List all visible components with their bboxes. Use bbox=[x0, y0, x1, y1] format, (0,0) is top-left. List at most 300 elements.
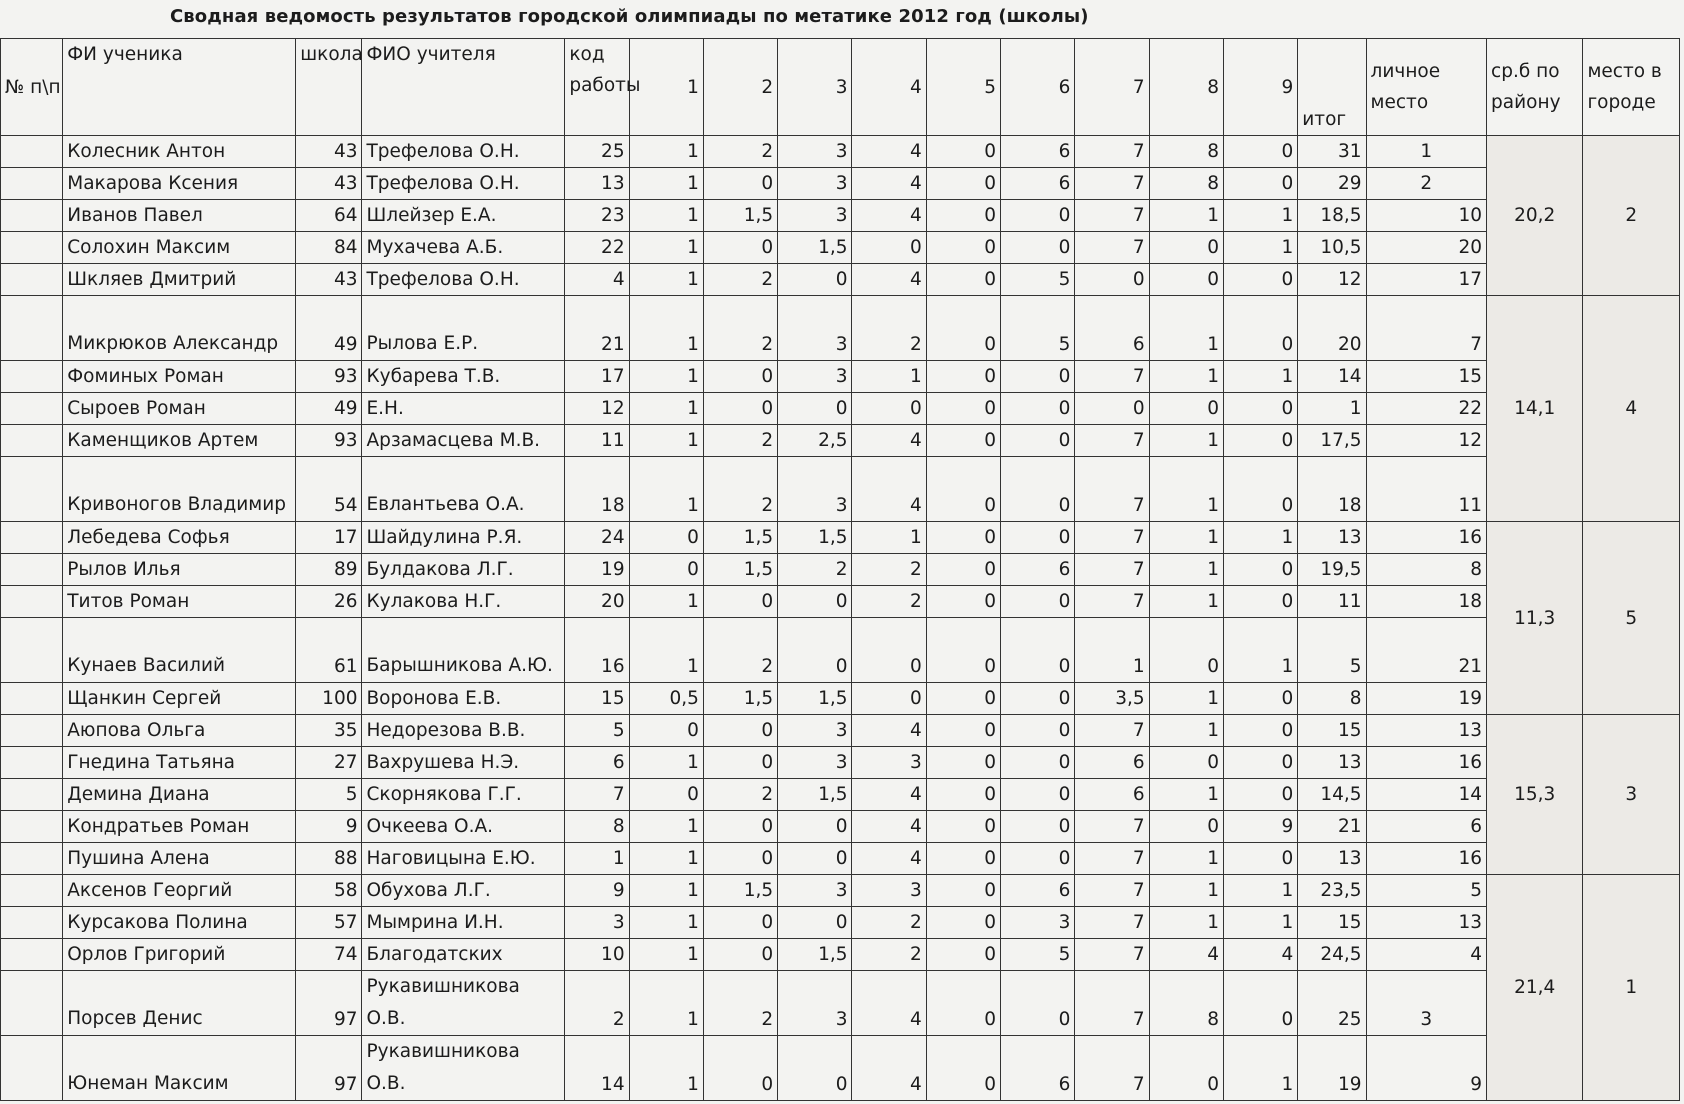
table-row bbox=[1, 715, 1680, 747]
city-place-cell: 5 bbox=[1583, 522, 1680, 715]
total-cell: 14,5 bbox=[1298, 779, 1366, 811]
work-code-cell: 12 bbox=[565, 393, 629, 425]
task-score-cell: 0 bbox=[926, 811, 1000, 843]
total-cell: 23,5 bbox=[1298, 875, 1366, 907]
task-score-cell: 0 bbox=[1149, 232, 1223, 264]
task-score-cell: 1 bbox=[629, 1036, 703, 1101]
task-score-cell: 0 bbox=[703, 232, 777, 264]
row-number-cell bbox=[1, 393, 63, 425]
total-cell: 29 bbox=[1298, 168, 1366, 200]
table-row bbox=[1, 457, 1680, 522]
row-number-cell bbox=[1, 522, 63, 554]
task-score-cell: 4 bbox=[852, 136, 926, 168]
task-score-cell: 0 bbox=[1075, 393, 1149, 425]
school-cell: 93 bbox=[296, 425, 362, 457]
work-code-cell: 23 bbox=[565, 200, 629, 232]
task-score-cell: 1 bbox=[1149, 522, 1223, 554]
task-score-cell: 0 bbox=[926, 200, 1000, 232]
task-score-cell: 6 bbox=[1001, 554, 1075, 586]
student-name-cell: Кривоногов Владимир bbox=[63, 457, 296, 522]
task-score-cell: 7 bbox=[1075, 425, 1149, 457]
total-cell: 25 bbox=[1298, 971, 1366, 1036]
school-cell: 57 bbox=[296, 907, 362, 939]
task-score-cell: 6 bbox=[1075, 779, 1149, 811]
work-code-cell: 16 bbox=[565, 618, 629, 683]
task-score-cell: 0 bbox=[778, 393, 852, 425]
header-task: 9 bbox=[1223, 39, 1297, 136]
header-place: личное место bbox=[1366, 39, 1487, 136]
work-code-cell: 5 bbox=[565, 715, 629, 747]
task-score-cell: 0 bbox=[1001, 779, 1075, 811]
task-score-cell: 0 bbox=[703, 168, 777, 200]
work-code-cell: 4 bbox=[565, 264, 629, 296]
table-row bbox=[1, 939, 1680, 971]
personal-place-cell: 19 bbox=[1366, 683, 1487, 715]
personal-place-cell: 10 bbox=[1366, 200, 1487, 232]
teacher-cell: Вахрушева Н.Э. bbox=[362, 747, 565, 779]
task-score-cell: 5 bbox=[1001, 264, 1075, 296]
teacher-cell: Благодатских bbox=[362, 939, 565, 971]
total-cell: 5 bbox=[1298, 618, 1366, 683]
task-score-cell: 2,5 bbox=[778, 425, 852, 457]
task-score-cell: 0 bbox=[1075, 264, 1149, 296]
teacher-cell: Шлейзер Е.А. bbox=[362, 200, 565, 232]
work-code-cell: 17 bbox=[565, 361, 629, 393]
header-student: ФИ ученика bbox=[63, 39, 296, 136]
personal-place-cell: 13 bbox=[1366, 715, 1487, 747]
personal-place-cell: 5 bbox=[1366, 875, 1487, 907]
work-code-cell: 2 bbox=[565, 971, 629, 1036]
task-score-cell: 0 bbox=[1223, 393, 1297, 425]
work-code-cell: 13 bbox=[565, 168, 629, 200]
total-cell: 11 bbox=[1298, 586, 1366, 618]
personal-place-cell: 9 bbox=[1366, 1036, 1487, 1101]
row-number-cell bbox=[1, 907, 63, 939]
teacher-cell: Очкеева О.А. bbox=[362, 811, 565, 843]
personal-place-cell: 14 bbox=[1366, 779, 1487, 811]
district-average-cell: 15,3 bbox=[1487, 715, 1583, 875]
task-score-cell: 0 bbox=[1149, 1036, 1223, 1101]
task-score-cell: 1,5 bbox=[778, 232, 852, 264]
table-row bbox=[1, 1036, 1680, 1101]
task-score-cell: 4 bbox=[852, 200, 926, 232]
task-score-cell: 0 bbox=[1223, 843, 1297, 875]
header-city: место в городе bbox=[1583, 39, 1680, 136]
page-title: Сводная ведомость результатов городской олимпиады по метатике 2012 год (школы) bbox=[170, 6, 1089, 27]
work-code-cell: 24 bbox=[565, 522, 629, 554]
header-task: 7 bbox=[1075, 39, 1149, 136]
work-code-cell: 11 bbox=[565, 425, 629, 457]
task-score-cell: 2 bbox=[703, 971, 777, 1036]
task-score-cell: 7 bbox=[1075, 586, 1149, 618]
work-code-cell: 20 bbox=[565, 586, 629, 618]
task-score-cell: 0 bbox=[1001, 811, 1075, 843]
school-cell: 88 bbox=[296, 843, 362, 875]
student-name-cell: Солохин Максим bbox=[63, 232, 296, 264]
task-score-cell: 1 bbox=[629, 618, 703, 683]
school-cell: 97 bbox=[296, 1036, 362, 1101]
task-score-cell: 0 bbox=[926, 296, 1000, 361]
task-score-cell: 1,5 bbox=[778, 939, 852, 971]
teacher-cell: Барышникова А.Ю. bbox=[362, 618, 565, 683]
work-code-cell: 21 bbox=[565, 296, 629, 361]
task-score-cell: 1 bbox=[1149, 361, 1223, 393]
task-score-cell: 2 bbox=[852, 907, 926, 939]
task-score-cell: 0 bbox=[1149, 264, 1223, 296]
task-score-cell: 1 bbox=[1149, 296, 1223, 361]
task-score-cell: 2 bbox=[703, 296, 777, 361]
task-score-cell: 0 bbox=[926, 425, 1000, 457]
task-score-cell: 0 bbox=[778, 811, 852, 843]
city-place-cell: 4 bbox=[1583, 296, 1680, 522]
total-cell: 10,5 bbox=[1298, 232, 1366, 264]
task-score-cell: 0 bbox=[1001, 522, 1075, 554]
header-task: 8 bbox=[1149, 39, 1223, 136]
task-score-cell: 0 bbox=[1223, 747, 1297, 779]
task-score-cell: 3 bbox=[852, 747, 926, 779]
task-score-cell: 1,5 bbox=[778, 522, 852, 554]
student-name-cell: Аюпова Ольга bbox=[63, 715, 296, 747]
task-score-cell: 0 bbox=[852, 618, 926, 683]
school-cell: 49 bbox=[296, 296, 362, 361]
work-code-cell: 6 bbox=[565, 747, 629, 779]
task-score-cell: 1 bbox=[629, 875, 703, 907]
task-score-cell: 0 bbox=[703, 811, 777, 843]
task-score-cell: 0 bbox=[1223, 715, 1297, 747]
personal-place-cell: 21 bbox=[1366, 618, 1487, 683]
work-code-cell: 19 bbox=[565, 554, 629, 586]
school-cell: 93 bbox=[296, 361, 362, 393]
task-score-cell: 3 bbox=[778, 361, 852, 393]
student-name-cell: Каменщиков Артем bbox=[63, 425, 296, 457]
district-average-cell: 21,4 bbox=[1487, 875, 1583, 1101]
header-teacher: ФИО учителя bbox=[362, 39, 565, 136]
work-code-cell: 8 bbox=[565, 811, 629, 843]
school-cell: 26 bbox=[296, 586, 362, 618]
school-cell: 43 bbox=[296, 168, 362, 200]
teacher-cell: Воронова Е.В. bbox=[362, 683, 565, 715]
personal-place-cell: 2 bbox=[1366, 168, 1487, 200]
task-score-cell: 7 bbox=[1075, 811, 1149, 843]
task-score-cell: 1 bbox=[629, 907, 703, 939]
table-row bbox=[1, 393, 1680, 425]
student-name-cell: Иванов Павел bbox=[63, 200, 296, 232]
task-score-cell: 2 bbox=[852, 586, 926, 618]
task-score-cell: 1 bbox=[629, 232, 703, 264]
personal-place-cell: 18 bbox=[1366, 586, 1487, 618]
table-row bbox=[1, 522, 1680, 554]
teacher-cell: Кубарева Т.В. bbox=[362, 361, 565, 393]
total-cell: 18 bbox=[1298, 457, 1366, 522]
task-score-cell: 2 bbox=[852, 554, 926, 586]
task-score-cell: 1,5 bbox=[703, 875, 777, 907]
header-task: 2 bbox=[703, 39, 777, 136]
task-score-cell: 3 bbox=[852, 875, 926, 907]
school-cell: 27 bbox=[296, 747, 362, 779]
student-name-cell: Кунаев Василий bbox=[63, 618, 296, 683]
student-name-cell: Шкляев Дмитрий bbox=[63, 264, 296, 296]
task-score-cell: 0 bbox=[852, 393, 926, 425]
school-cell: 43 bbox=[296, 136, 362, 168]
task-score-cell: 0 bbox=[926, 554, 1000, 586]
work-code-cell: 9 bbox=[565, 875, 629, 907]
school-cell: 43 bbox=[296, 264, 362, 296]
teacher-cell: Евлантьева О.А. bbox=[362, 457, 565, 522]
task-score-cell: 0 bbox=[926, 232, 1000, 264]
task-score-cell: 4 bbox=[852, 168, 926, 200]
task-score-cell: 0 bbox=[1001, 425, 1075, 457]
personal-place-cell: 15 bbox=[1366, 361, 1487, 393]
task-score-cell: 0 bbox=[1001, 586, 1075, 618]
results-table bbox=[0, 38, 1680, 1101]
task-score-cell: 8 bbox=[1149, 136, 1223, 168]
total-cell: 14 bbox=[1298, 361, 1366, 393]
task-score-cell: 3 bbox=[778, 136, 852, 168]
task-score-cell: 1,5 bbox=[778, 683, 852, 715]
total-cell: 20 bbox=[1298, 296, 1366, 361]
work-code-cell: 25 bbox=[565, 136, 629, 168]
task-score-cell: 2 bbox=[852, 939, 926, 971]
task-score-cell: 5 bbox=[1001, 296, 1075, 361]
task-score-cell: 0 bbox=[1149, 747, 1223, 779]
task-score-cell: 4 bbox=[852, 425, 926, 457]
task-score-cell: 1 bbox=[629, 361, 703, 393]
personal-place-cell: 8 bbox=[1366, 554, 1487, 586]
task-score-cell: 7 bbox=[1075, 554, 1149, 586]
task-score-cell: 1 bbox=[1149, 683, 1223, 715]
task-score-cell: 3 bbox=[778, 200, 852, 232]
row-number-cell bbox=[1, 425, 63, 457]
task-score-cell: 6 bbox=[1001, 1036, 1075, 1101]
student-name-cell: Рылов Илья bbox=[63, 554, 296, 586]
task-score-cell: 0 bbox=[1223, 296, 1297, 361]
task-score-cell: 1 bbox=[629, 811, 703, 843]
task-score-cell: 2 bbox=[703, 264, 777, 296]
row-number-cell bbox=[1, 586, 63, 618]
task-score-cell: 0 bbox=[1001, 361, 1075, 393]
task-score-cell: 0 bbox=[926, 875, 1000, 907]
task-score-cell: 3 bbox=[1001, 907, 1075, 939]
task-score-cell: 0 bbox=[629, 779, 703, 811]
task-score-cell: 1,5 bbox=[778, 779, 852, 811]
task-score-cell: 4 bbox=[852, 1036, 926, 1101]
table-row bbox=[1, 747, 1680, 779]
task-score-cell: 0 bbox=[703, 715, 777, 747]
district-average-cell: 14,1 bbox=[1487, 296, 1583, 522]
school-cell: 74 bbox=[296, 939, 362, 971]
city-place-cell: 2 bbox=[1583, 136, 1680, 296]
task-score-cell: 6 bbox=[1001, 136, 1075, 168]
task-score-cell: 0 bbox=[1223, 136, 1297, 168]
task-score-cell: 0 bbox=[629, 715, 703, 747]
total-cell: 21 bbox=[1298, 811, 1366, 843]
total-cell: 15 bbox=[1298, 907, 1366, 939]
task-score-cell: 0 bbox=[1223, 971, 1297, 1036]
task-score-cell: 4 bbox=[852, 264, 926, 296]
task-score-cell: 8 bbox=[1149, 971, 1223, 1036]
task-score-cell: 4 bbox=[852, 715, 926, 747]
task-score-cell: 0 bbox=[778, 586, 852, 618]
student-name-cell: Кондратьев Роман bbox=[63, 811, 296, 843]
task-score-cell: 6 bbox=[1001, 875, 1075, 907]
task-score-cell: 3 bbox=[778, 296, 852, 361]
total-cell: 19 bbox=[1298, 1036, 1366, 1101]
task-score-cell: 0 bbox=[703, 907, 777, 939]
row-number-cell bbox=[1, 618, 63, 683]
teacher-cell: Наговицына Е.Ю. bbox=[362, 843, 565, 875]
task-score-cell: 1 bbox=[629, 296, 703, 361]
task-score-cell: 0 bbox=[1223, 586, 1297, 618]
student-name-cell: Микрюков Александр bbox=[63, 296, 296, 361]
student-name-cell: Демина Диана bbox=[63, 779, 296, 811]
school-cell: 35 bbox=[296, 715, 362, 747]
personal-place-cell: 16 bbox=[1366, 522, 1487, 554]
row-number-cell bbox=[1, 361, 63, 393]
row-number-cell bbox=[1, 1036, 63, 1101]
task-score-cell: 0 bbox=[1223, 683, 1297, 715]
personal-place-cell: 11 bbox=[1366, 457, 1487, 522]
task-score-cell: 1 bbox=[1223, 875, 1297, 907]
task-score-cell: 0 bbox=[926, 586, 1000, 618]
task-score-cell: 2 bbox=[703, 779, 777, 811]
row-number-cell bbox=[1, 939, 63, 971]
student-name-cell: Сыроев Роман bbox=[63, 393, 296, 425]
school-cell: 54 bbox=[296, 457, 362, 522]
task-score-cell: 4 bbox=[852, 457, 926, 522]
total-cell: 31 bbox=[1298, 136, 1366, 168]
task-score-cell: 0 bbox=[778, 907, 852, 939]
task-score-cell: 1 bbox=[629, 747, 703, 779]
row-number-cell bbox=[1, 683, 63, 715]
task-score-cell: 4 bbox=[1149, 939, 1223, 971]
task-score-cell: 0 bbox=[926, 1036, 1000, 1101]
task-score-cell: 0 bbox=[1001, 747, 1075, 779]
task-score-cell: 1 bbox=[629, 425, 703, 457]
task-score-cell: 1 bbox=[1223, 522, 1297, 554]
total-cell: 17,5 bbox=[1298, 425, 1366, 457]
school-cell: 97 bbox=[296, 971, 362, 1036]
row-number-cell bbox=[1, 554, 63, 586]
task-score-cell: 0 bbox=[703, 939, 777, 971]
task-score-cell: 2 bbox=[703, 457, 777, 522]
task-score-cell: 1,5 bbox=[703, 683, 777, 715]
task-score-cell: 2 bbox=[703, 618, 777, 683]
teacher-cell: Рукавишникова О.В. bbox=[362, 1036, 565, 1101]
table-row bbox=[1, 264, 1680, 296]
teacher-cell: Арзамасцева М.В. bbox=[362, 425, 565, 457]
table-row bbox=[1, 875, 1680, 907]
school-cell: 9 bbox=[296, 811, 362, 843]
table-row bbox=[1, 586, 1680, 618]
task-score-cell: 0 bbox=[926, 971, 1000, 1036]
task-score-cell: 0 bbox=[1001, 715, 1075, 747]
personal-place-cell: 4 bbox=[1366, 939, 1487, 971]
task-score-cell: 7 bbox=[1075, 875, 1149, 907]
task-score-cell: 0 bbox=[629, 522, 703, 554]
school-cell: 84 bbox=[296, 232, 362, 264]
header-task: 6 bbox=[1001, 39, 1075, 136]
district-average-cell: 20,2 bbox=[1487, 136, 1583, 296]
task-score-cell: 0 bbox=[1223, 264, 1297, 296]
table-row bbox=[1, 425, 1680, 457]
task-score-cell: 7 bbox=[1075, 522, 1149, 554]
task-score-cell: 0 bbox=[1001, 843, 1075, 875]
student-name-cell: Фоминых Роман bbox=[63, 361, 296, 393]
task-score-cell: 4 bbox=[852, 843, 926, 875]
teacher-cell: Шайдулина Р.Я. bbox=[362, 522, 565, 554]
table-row bbox=[1, 200, 1680, 232]
task-score-cell: 2 bbox=[778, 554, 852, 586]
personal-place-cell: 16 bbox=[1366, 747, 1487, 779]
task-score-cell: 0 bbox=[852, 232, 926, 264]
teacher-cell: Кулакова Н.Г. bbox=[362, 586, 565, 618]
task-score-cell: 0 bbox=[926, 843, 1000, 875]
student-name-cell: Щанкин Сергей bbox=[63, 683, 296, 715]
work-code-cell: 10 bbox=[565, 939, 629, 971]
work-code-cell: 3 bbox=[565, 907, 629, 939]
task-score-cell: 0,5 bbox=[629, 683, 703, 715]
total-cell: 24,5 bbox=[1298, 939, 1366, 971]
task-score-cell: 2 bbox=[852, 296, 926, 361]
teacher-cell: Е.Н. bbox=[362, 393, 565, 425]
task-score-cell: 0 bbox=[926, 715, 1000, 747]
total-cell: 19,5 bbox=[1298, 554, 1366, 586]
task-score-cell: 3,5 bbox=[1075, 683, 1149, 715]
task-score-cell: 0 bbox=[703, 586, 777, 618]
work-code-cell: 1 bbox=[565, 843, 629, 875]
task-score-cell: 1 bbox=[852, 522, 926, 554]
row-number-cell bbox=[1, 971, 63, 1036]
personal-place-cell: 20 bbox=[1366, 232, 1487, 264]
task-score-cell: 0 bbox=[1001, 457, 1075, 522]
task-score-cell: 9 bbox=[1223, 811, 1297, 843]
task-score-cell: 0 bbox=[1001, 683, 1075, 715]
task-score-cell: 1 bbox=[1149, 586, 1223, 618]
task-score-cell: 0 bbox=[926, 779, 1000, 811]
task-score-cell: 0 bbox=[1149, 618, 1223, 683]
row-number-cell bbox=[1, 200, 63, 232]
task-score-cell: 7 bbox=[1075, 715, 1149, 747]
table-row bbox=[1, 683, 1680, 715]
task-score-cell: 0 bbox=[852, 683, 926, 715]
student-name-cell: Гнедина Татьяна bbox=[63, 747, 296, 779]
task-score-cell: 1 bbox=[629, 971, 703, 1036]
task-score-cell: 2 bbox=[703, 425, 777, 457]
teacher-cell: Трефелова О.Н. bbox=[362, 264, 565, 296]
task-score-cell: 1 bbox=[1223, 907, 1297, 939]
task-score-cell: 0 bbox=[926, 168, 1000, 200]
task-score-cell: 7 bbox=[1075, 232, 1149, 264]
table-row bbox=[1, 554, 1680, 586]
school-cell: 58 bbox=[296, 875, 362, 907]
task-score-cell: 0 bbox=[703, 393, 777, 425]
task-score-cell: 0 bbox=[1223, 779, 1297, 811]
task-score-cell: 3 bbox=[778, 457, 852, 522]
task-score-cell: 0 bbox=[1223, 457, 1297, 522]
results-sheet bbox=[0, 38, 1684, 1104]
total-cell: 1 bbox=[1298, 393, 1366, 425]
row-number-cell bbox=[1, 875, 63, 907]
total-cell: 8 bbox=[1298, 683, 1366, 715]
header-task: 4 bbox=[852, 39, 926, 136]
work-code-cell: 22 bbox=[565, 232, 629, 264]
header-row bbox=[1, 39, 1680, 136]
row-number-cell bbox=[1, 168, 63, 200]
task-score-cell: 0 bbox=[1001, 393, 1075, 425]
teacher-cell: Рылова Е.Р. bbox=[362, 296, 565, 361]
row-number-cell bbox=[1, 747, 63, 779]
task-score-cell: 1 bbox=[1149, 457, 1223, 522]
